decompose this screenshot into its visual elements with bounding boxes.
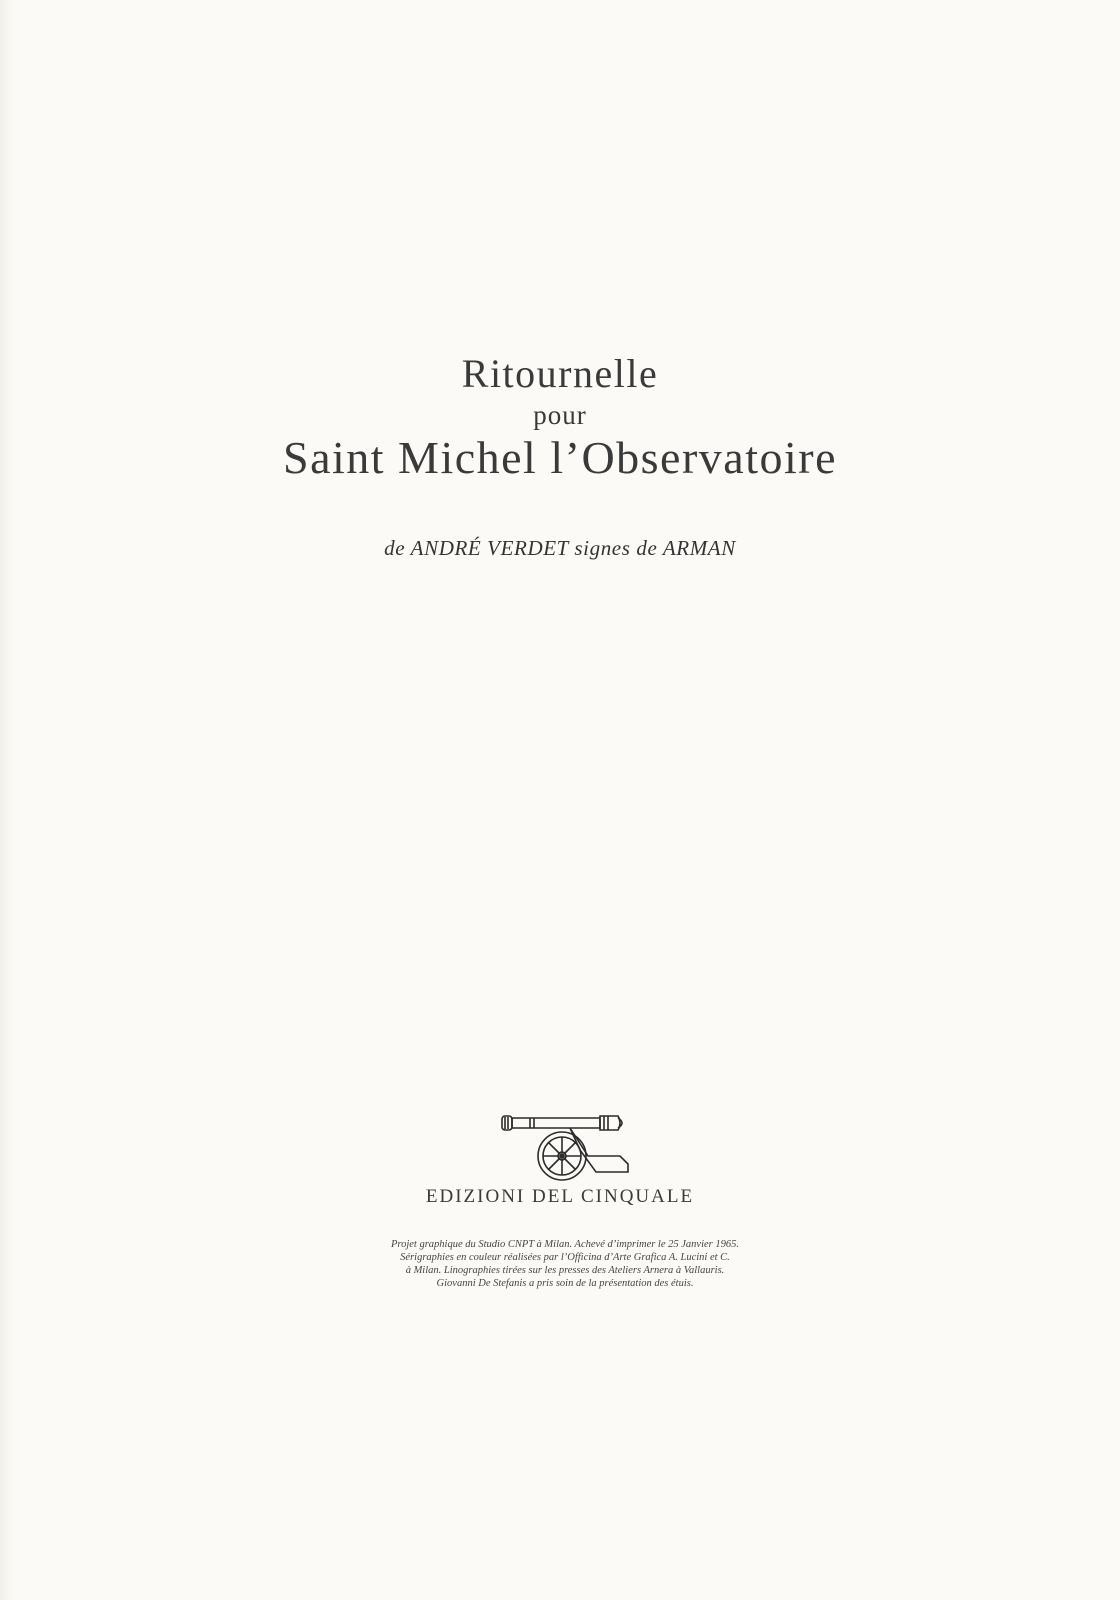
publisher-name: EDIZIONI DEL CINQUALE: [425, 1186, 695, 1207]
title-line-1: Ritournelle: [461, 351, 659, 396]
colophon: [360, 1238, 770, 1290]
colophon-line: Projet graphique du Studio CNPT à Milan. Achevé d’imprimer le 25 Janvier 1965.: [390, 1239, 739, 1250]
cannon-icon: [500, 1108, 650, 1184]
colophon-line: à Milan. Linographies tirées sur les presses des Ateliers Arnera à Vallauris.: [405, 1265, 725, 1276]
byline: de ANDRÉ VERDET signes de ARMAN: [384, 536, 736, 560]
title-line-3: Saint Michel l’Observatoire: [282, 432, 838, 483]
title-line-2: pour: [533, 400, 587, 430]
colophon-line: Sérigraphies en couleur réalisées par l’Officina d’Arte Grafica A. Lucini et C.: [400, 1252, 730, 1263]
title-block: [0, 350, 1120, 484]
colophon-line: Giovanni De Stefanis a pris soin de la présentation des étuis.: [436, 1278, 694, 1289]
